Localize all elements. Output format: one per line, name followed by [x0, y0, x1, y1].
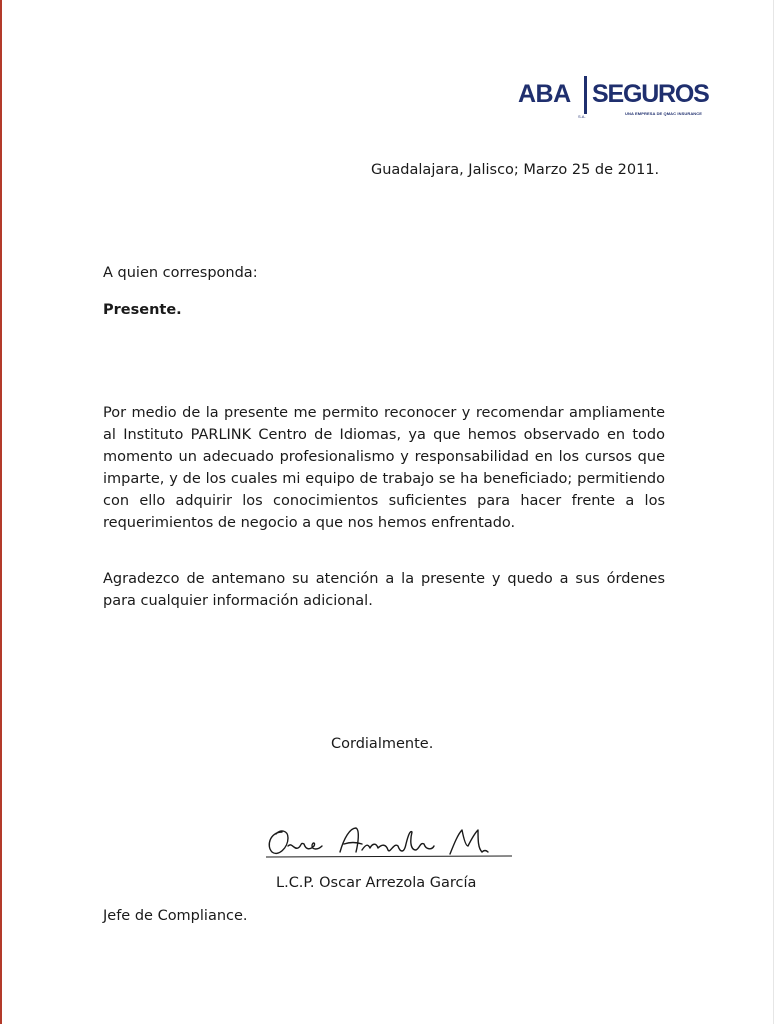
- signer-name: L.C.P. Oscar Arrezola García: [276, 875, 477, 891]
- logo-divider: [584, 76, 587, 114]
- logo-legal-suffix: S.A.: [578, 114, 586, 119]
- letter-date: Guadalajara, Jalisco; Marzo 25 de 2011.: [371, 162, 660, 178]
- letter-closing: Cordialmente.: [331, 736, 434, 752]
- company-logo: [518, 76, 718, 122]
- page-edge: [773, 0, 774, 1024]
- logo-brand-right: SEGUROS: [592, 80, 709, 108]
- letter-body-paragraph-2: Agradezco de antemano su atención a la presente y quedo a sus órdenes para cualquier información adicional.: [103, 571, 665, 609]
- handwritten-signature: [260, 820, 518, 864]
- letter-salutation: A quien corresponda:: [103, 265, 258, 281]
- letter-presente: Presente.: [103, 302, 182, 318]
- logo-brand-left: ABA: [518, 80, 571, 108]
- logo-tagline: UNA EMPRESA DE QMAC INSURANCE: [625, 111, 703, 116]
- signer-role: Jefe de Compliance.: [103, 908, 248, 924]
- letter-body-paragraph-1: Por medio de la presente me permito reconocer y recomendar ampliamente al Instituto PARLINK Centro de Idiomas, ya que hemos observado en todo momento un adecuado profesionalismo y responsabilidad en los cursos que imparte, y de los cuales mi equipo de trabajo se ha beneficiado; permitiendo con ello adquirir los conocimientos suficientes para hacer frente a los requerimientos de negocio a que nos hemos enfrentado.: [103, 405, 665, 531]
